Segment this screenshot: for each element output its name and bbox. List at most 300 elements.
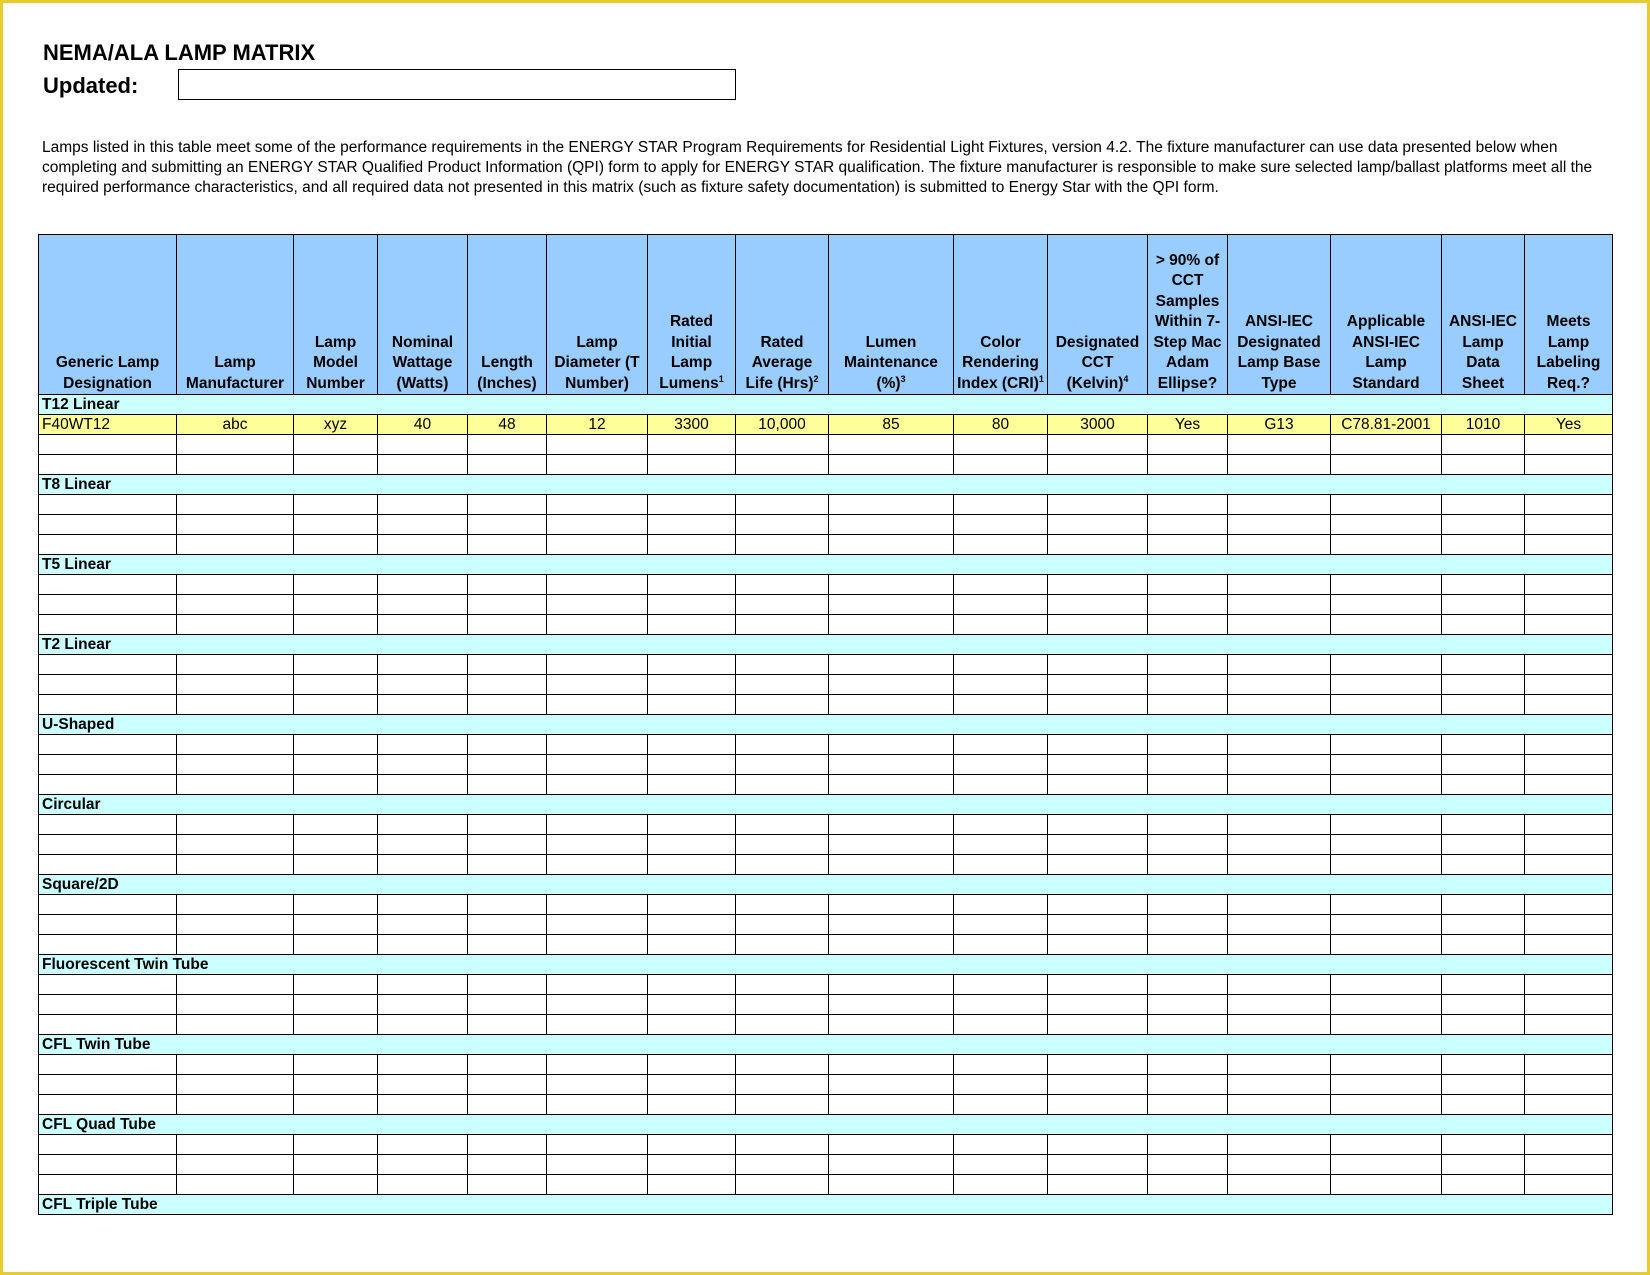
table-cell[interactable]: [1228, 675, 1331, 695]
table-cell[interactable]: [468, 595, 547, 615]
table-cell[interactable]: [1228, 995, 1331, 1015]
table-cell[interactable]: [736, 1155, 829, 1175]
table-cell[interactable]: [1525, 515, 1613, 535]
table-cell[interactable]: [954, 535, 1048, 555]
table-cell[interactable]: [1048, 735, 1148, 755]
table-cell[interactable]: [648, 835, 736, 855]
table-cell[interactable]: [1442, 1055, 1525, 1075]
table-cell[interactable]: [1148, 435, 1228, 455]
table-cell[interactable]: [954, 935, 1048, 955]
table-cell[interactable]: [648, 435, 736, 455]
table-cell[interactable]: [954, 755, 1048, 775]
table-cell[interactable]: [1228, 1155, 1331, 1175]
table-cell[interactable]: [1148, 675, 1228, 695]
table-cell[interactable]: [468, 975, 547, 995]
table-cell[interactable]: [829, 995, 954, 1015]
table-cell[interactable]: [177, 615, 294, 635]
table-cell[interactable]: [39, 835, 177, 855]
table-cell[interactable]: [547, 975, 648, 995]
table-cell[interactable]: C78.81-2001: [1331, 415, 1442, 435]
table-cell[interactable]: [1442, 615, 1525, 635]
table-cell[interactable]: [378, 455, 468, 475]
table-cell[interactable]: [39, 735, 177, 755]
table-cell[interactable]: [378, 775, 468, 795]
table-cell[interactable]: [1525, 575, 1613, 595]
table-cell[interactable]: [1331, 775, 1442, 795]
table-cell[interactable]: [547, 575, 648, 595]
table-cell[interactable]: [39, 755, 177, 775]
table-cell[interactable]: [378, 895, 468, 915]
table-cell[interactable]: [1331, 575, 1442, 595]
table-cell[interactable]: [736, 1095, 829, 1115]
table-cell[interactable]: [648, 1055, 736, 1075]
table-cell[interactable]: 1010: [1442, 415, 1525, 435]
table-cell[interactable]: [648, 515, 736, 535]
table-cell[interactable]: [39, 1055, 177, 1075]
table-cell[interactable]: [294, 1135, 378, 1155]
table-cell[interactable]: [177, 515, 294, 535]
table-cell[interactable]: [39, 675, 177, 695]
table-cell[interactable]: [1442, 975, 1525, 995]
table-cell[interactable]: [1442, 895, 1525, 915]
table-cell[interactable]: [294, 435, 378, 455]
table-cell[interactable]: 10,000: [736, 415, 829, 435]
table-cell[interactable]: [829, 895, 954, 915]
table-cell[interactable]: [1525, 695, 1613, 715]
table-cell[interactable]: [1331, 895, 1442, 915]
table-cell[interactable]: [1228, 535, 1331, 555]
table-cell[interactable]: [468, 1155, 547, 1175]
table-cell[interactable]: [1442, 995, 1525, 1015]
table-cell[interactable]: [177, 895, 294, 915]
table-cell[interactable]: 48: [468, 415, 547, 435]
table-cell[interactable]: [1048, 1155, 1148, 1175]
table-cell[interactable]: [648, 895, 736, 915]
table-cell[interactable]: [1148, 575, 1228, 595]
table-cell[interactable]: 3300: [648, 415, 736, 435]
table-cell[interactable]: [1442, 495, 1525, 515]
table-cell[interactable]: [378, 975, 468, 995]
table-cell[interactable]: [468, 1175, 547, 1195]
table-cell[interactable]: [1331, 835, 1442, 855]
table-cell[interactable]: [954, 435, 1048, 455]
table-cell[interactable]: G13: [1228, 415, 1331, 435]
table-cell[interactable]: [736, 755, 829, 775]
table-cell[interactable]: [1442, 595, 1525, 615]
table-cell[interactable]: [736, 515, 829, 535]
table-cell[interactable]: [294, 735, 378, 755]
table-cell[interactable]: [954, 575, 1048, 595]
table-cell[interactable]: [1228, 1055, 1331, 1075]
table-cell[interactable]: [1525, 435, 1613, 455]
table-cell[interactable]: [547, 615, 648, 635]
table-cell[interactable]: [736, 1055, 829, 1075]
table-cell[interactable]: [1442, 695, 1525, 715]
table-cell[interactable]: [294, 995, 378, 1015]
table-cell[interactable]: [39, 1155, 177, 1175]
table-cell[interactable]: [378, 695, 468, 715]
table-cell[interactable]: [1228, 755, 1331, 775]
table-cell[interactable]: [736, 935, 829, 955]
table-cell[interactable]: [736, 615, 829, 635]
table-cell[interactable]: [468, 855, 547, 875]
table-cell[interactable]: [954, 1095, 1048, 1115]
table-cell[interactable]: [39, 495, 177, 515]
table-cell[interactable]: [1148, 1135, 1228, 1155]
table-cell[interactable]: [378, 1015, 468, 1035]
table-cell[interactable]: [468, 1075, 547, 1095]
table-cell[interactable]: [177, 1155, 294, 1175]
table-cell[interactable]: [954, 815, 1048, 835]
table-cell[interactable]: [1331, 815, 1442, 835]
table-cell[interactable]: [1331, 655, 1442, 675]
table-cell[interactable]: [829, 1015, 954, 1035]
table-cell[interactable]: [648, 1015, 736, 1035]
table-cell[interactable]: [954, 995, 1048, 1015]
table-cell[interactable]: [177, 735, 294, 755]
table-cell[interactable]: [736, 1015, 829, 1035]
table-cell[interactable]: [736, 455, 829, 475]
table-cell[interactable]: [1331, 695, 1442, 715]
table-cell[interactable]: [294, 835, 378, 855]
table-cell[interactable]: Yes: [1525, 415, 1613, 435]
table-cell[interactable]: [1048, 655, 1148, 675]
table-cell[interactable]: [177, 1175, 294, 1195]
table-cell[interactable]: [468, 435, 547, 455]
table-cell[interactable]: [294, 775, 378, 795]
table-cell[interactable]: [177, 575, 294, 595]
table-cell[interactable]: [547, 855, 648, 875]
table-cell[interactable]: [547, 1095, 648, 1115]
table-cell[interactable]: [468, 615, 547, 635]
table-cell[interactable]: [954, 775, 1048, 795]
table-cell[interactable]: [736, 575, 829, 595]
table-cell[interactable]: [39, 1135, 177, 1155]
table-cell[interactable]: [294, 1095, 378, 1115]
table-cell[interactable]: [378, 575, 468, 595]
table-cell[interactable]: [1331, 1095, 1442, 1115]
table-cell[interactable]: [294, 815, 378, 835]
table-cell[interactable]: [1442, 575, 1525, 595]
table-cell[interactable]: [954, 1015, 1048, 1035]
table-cell[interactable]: [294, 935, 378, 955]
table-cell[interactable]: [1228, 935, 1331, 955]
table-cell[interactable]: [1331, 435, 1442, 455]
table-cell[interactable]: [177, 435, 294, 455]
table-cell[interactable]: [1525, 1055, 1613, 1075]
table-cell[interactable]: [1442, 935, 1525, 955]
table-cell[interactable]: [177, 495, 294, 515]
table-cell[interactable]: [1331, 935, 1442, 955]
table-cell[interactable]: [1228, 855, 1331, 875]
table-cell[interactable]: [547, 995, 648, 1015]
table-cell[interactable]: [378, 1095, 468, 1115]
table-cell[interactable]: [648, 575, 736, 595]
table-cell[interactable]: [547, 755, 648, 775]
table-cell[interactable]: [954, 855, 1048, 875]
table-cell[interactable]: [736, 1175, 829, 1195]
table-cell[interactable]: [1148, 515, 1228, 535]
table-cell[interactable]: [177, 755, 294, 775]
table-cell[interactable]: [1442, 435, 1525, 455]
table-cell[interactable]: [177, 1135, 294, 1155]
table-cell[interactable]: [1048, 935, 1148, 955]
table-cell[interactable]: [1228, 515, 1331, 535]
table-cell[interactable]: [1525, 1015, 1613, 1035]
table-cell[interactable]: [39, 1095, 177, 1115]
table-cell[interactable]: [829, 1095, 954, 1115]
table-cell[interactable]: [177, 535, 294, 555]
table-cell[interactable]: [648, 975, 736, 995]
table-cell[interactable]: [1048, 775, 1148, 795]
table-cell[interactable]: [547, 695, 648, 715]
table-cell[interactable]: [39, 935, 177, 955]
table-cell[interactable]: [1228, 455, 1331, 475]
table-cell[interactable]: [547, 1155, 648, 1175]
table-cell[interactable]: [294, 455, 378, 475]
table-cell[interactable]: [1148, 935, 1228, 955]
table-cell[interactable]: [39, 1015, 177, 1035]
table-cell[interactable]: [378, 535, 468, 555]
table-cell[interactable]: [39, 895, 177, 915]
table-cell[interactable]: [648, 535, 736, 555]
table-cell[interactable]: [1228, 1175, 1331, 1195]
table-cell[interactable]: [648, 915, 736, 935]
table-cell[interactable]: [468, 515, 547, 535]
table-cell[interactable]: [829, 755, 954, 775]
table-cell[interactable]: [1048, 535, 1148, 555]
table-cell[interactable]: [829, 815, 954, 835]
table-cell[interactable]: [177, 915, 294, 935]
table-cell[interactable]: [468, 735, 547, 755]
table-cell[interactable]: [1148, 1175, 1228, 1195]
table-cell[interactable]: [468, 935, 547, 955]
table-cell[interactable]: [736, 775, 829, 795]
table-cell[interactable]: [954, 655, 1048, 675]
table-cell[interactable]: [954, 835, 1048, 855]
table-cell[interactable]: [294, 655, 378, 675]
table-cell[interactable]: [1048, 1055, 1148, 1075]
table-cell[interactable]: [1148, 655, 1228, 675]
table-cell[interactable]: [39, 575, 177, 595]
table-cell[interactable]: [829, 1155, 954, 1175]
table-cell[interactable]: [1048, 675, 1148, 695]
table-cell[interactable]: [1228, 915, 1331, 935]
table-cell[interactable]: [1148, 815, 1228, 835]
table-cell[interactable]: [177, 1015, 294, 1035]
table-cell[interactable]: [378, 755, 468, 775]
table-cell[interactable]: [829, 595, 954, 615]
table-cell[interactable]: [648, 595, 736, 615]
table-cell[interactable]: [177, 855, 294, 875]
table-cell[interactable]: [1228, 735, 1331, 755]
table-cell[interactable]: [954, 1055, 1048, 1075]
table-cell[interactable]: [1331, 675, 1442, 695]
table-cell[interactable]: [468, 575, 547, 595]
table-cell[interactable]: [1442, 1095, 1525, 1115]
table-cell[interactable]: [1228, 495, 1331, 515]
table-cell[interactable]: [736, 835, 829, 855]
table-cell[interactable]: [1442, 1135, 1525, 1155]
table-cell[interactable]: [1442, 815, 1525, 835]
table-cell[interactable]: [648, 1155, 736, 1175]
table-cell[interactable]: [177, 975, 294, 995]
table-cell[interactable]: [1148, 455, 1228, 475]
table-cell[interactable]: [39, 455, 177, 475]
table-cell[interactable]: [1048, 1175, 1148, 1195]
table-cell[interactable]: [547, 735, 648, 755]
table-cell[interactable]: [547, 835, 648, 855]
table-cell[interactable]: [954, 975, 1048, 995]
table-cell[interactable]: [1228, 775, 1331, 795]
table-cell[interactable]: [648, 655, 736, 675]
table-cell[interactable]: [1228, 435, 1331, 455]
table-cell[interactable]: [829, 575, 954, 595]
table-cell[interactable]: [294, 695, 378, 715]
table-cell[interactable]: [547, 1075, 648, 1095]
table-cell[interactable]: [1228, 1015, 1331, 1035]
table-cell[interactable]: [1525, 495, 1613, 515]
table-cell[interactable]: [829, 435, 954, 455]
table-cell[interactable]: [1331, 1135, 1442, 1155]
table-cell[interactable]: [378, 1055, 468, 1075]
table-cell[interactable]: [829, 855, 954, 875]
table-cell[interactable]: xyz: [294, 415, 378, 435]
table-cell[interactable]: [177, 455, 294, 475]
table-cell[interactable]: [177, 935, 294, 955]
table-cell[interactable]: [1442, 655, 1525, 675]
table-cell[interactable]: [547, 775, 648, 795]
table-cell[interactable]: [1048, 575, 1148, 595]
table-cell[interactable]: [1048, 755, 1148, 775]
table-cell[interactable]: [648, 755, 736, 775]
table-cell[interactable]: [1148, 915, 1228, 935]
table-cell[interactable]: [547, 535, 648, 555]
table-cell[interactable]: [1331, 495, 1442, 515]
table-cell[interactable]: [829, 655, 954, 675]
table-cell[interactable]: [39, 535, 177, 555]
table-cell[interactable]: [736, 595, 829, 615]
table-cell[interactable]: [1048, 1135, 1148, 1155]
table-cell[interactable]: [1525, 855, 1613, 875]
table-cell[interactable]: [1228, 835, 1331, 855]
table-cell[interactable]: [829, 695, 954, 715]
table-cell[interactable]: [1048, 815, 1148, 835]
table-cell[interactable]: [39, 655, 177, 675]
table-cell[interactable]: [1525, 775, 1613, 795]
table-cell[interactable]: [1228, 1095, 1331, 1115]
table-cell[interactable]: [1048, 1095, 1148, 1115]
table-cell[interactable]: [954, 595, 1048, 615]
table-cell[interactable]: [39, 435, 177, 455]
table-cell[interactable]: [1228, 975, 1331, 995]
table-cell[interactable]: [547, 1055, 648, 1075]
table-cell[interactable]: [378, 515, 468, 535]
table-cell[interactable]: [954, 515, 1048, 535]
table-cell[interactable]: [1228, 695, 1331, 715]
table-cell[interactable]: [829, 835, 954, 855]
table-cell[interactable]: [736, 995, 829, 1015]
table-cell[interactable]: [1048, 1075, 1148, 1095]
table-cell[interactable]: [1525, 655, 1613, 675]
table-cell[interactable]: [1048, 595, 1148, 615]
table-cell[interactable]: [177, 775, 294, 795]
table-cell[interactable]: [648, 615, 736, 635]
table-cell[interactable]: [1525, 455, 1613, 475]
table-cell[interactable]: [1048, 695, 1148, 715]
table-cell[interactable]: [648, 735, 736, 755]
table-cell[interactable]: [547, 515, 648, 535]
table-cell[interactable]: [294, 515, 378, 535]
table-cell[interactable]: [378, 435, 468, 455]
table-cell[interactable]: [378, 915, 468, 935]
table-cell[interactable]: [1331, 855, 1442, 875]
table-cell[interactable]: [1048, 995, 1148, 1015]
table-cell[interactable]: [1228, 1135, 1331, 1155]
table-cell[interactable]: [1331, 755, 1442, 775]
table-cell[interactable]: [39, 615, 177, 635]
table-cell[interactable]: [468, 815, 547, 835]
table-cell[interactable]: [468, 995, 547, 1015]
table-cell[interactable]: 40: [378, 415, 468, 435]
table-cell[interactable]: [1525, 935, 1613, 955]
table-cell[interactable]: [294, 1175, 378, 1195]
table-cell[interactable]: [1148, 1155, 1228, 1175]
table-cell[interactable]: [1048, 835, 1148, 855]
table-cell[interactable]: [829, 735, 954, 755]
table-cell[interactable]: [294, 615, 378, 635]
table-cell[interactable]: [1442, 675, 1525, 695]
table-cell[interactable]: [468, 1015, 547, 1035]
table-cell[interactable]: [547, 815, 648, 835]
table-cell[interactable]: [1525, 1135, 1613, 1155]
table-cell[interactable]: [954, 915, 1048, 935]
table-cell[interactable]: [468, 775, 547, 795]
table-cell[interactable]: F40WT12: [39, 415, 177, 435]
table-cell[interactable]: [468, 655, 547, 675]
table-cell[interactable]: [736, 675, 829, 695]
table-cell[interactable]: [829, 1075, 954, 1095]
table-cell[interactable]: [1525, 915, 1613, 935]
table-cell[interactable]: [1331, 975, 1442, 995]
table-cell[interactable]: [177, 1075, 294, 1095]
table-cell[interactable]: [294, 1015, 378, 1035]
table-cell[interactable]: [1331, 995, 1442, 1015]
table-cell[interactable]: [39, 975, 177, 995]
table-cell[interactable]: [648, 935, 736, 955]
table-cell[interactable]: [736, 735, 829, 755]
table-cell[interactable]: [1048, 1015, 1148, 1035]
table-cell[interactable]: [1525, 1075, 1613, 1095]
table-cell[interactable]: [648, 675, 736, 695]
table-cell[interactable]: [1148, 595, 1228, 615]
table-cell[interactable]: [378, 735, 468, 755]
table-cell[interactable]: [547, 655, 648, 675]
table-cell[interactable]: [177, 1095, 294, 1115]
table-cell[interactable]: [648, 455, 736, 475]
table-cell[interactable]: [468, 675, 547, 695]
table-cell[interactable]: [1228, 1075, 1331, 1095]
table-cell[interactable]: [1442, 915, 1525, 935]
table-cell[interactable]: [39, 815, 177, 835]
table-cell[interactable]: [1525, 1175, 1613, 1195]
table-cell[interactable]: [648, 1175, 736, 1195]
table-cell[interactable]: [1148, 855, 1228, 875]
table-cell[interactable]: [736, 815, 829, 835]
table-cell[interactable]: [378, 835, 468, 855]
table-cell[interactable]: [1148, 835, 1228, 855]
table-cell[interactable]: [468, 695, 547, 715]
